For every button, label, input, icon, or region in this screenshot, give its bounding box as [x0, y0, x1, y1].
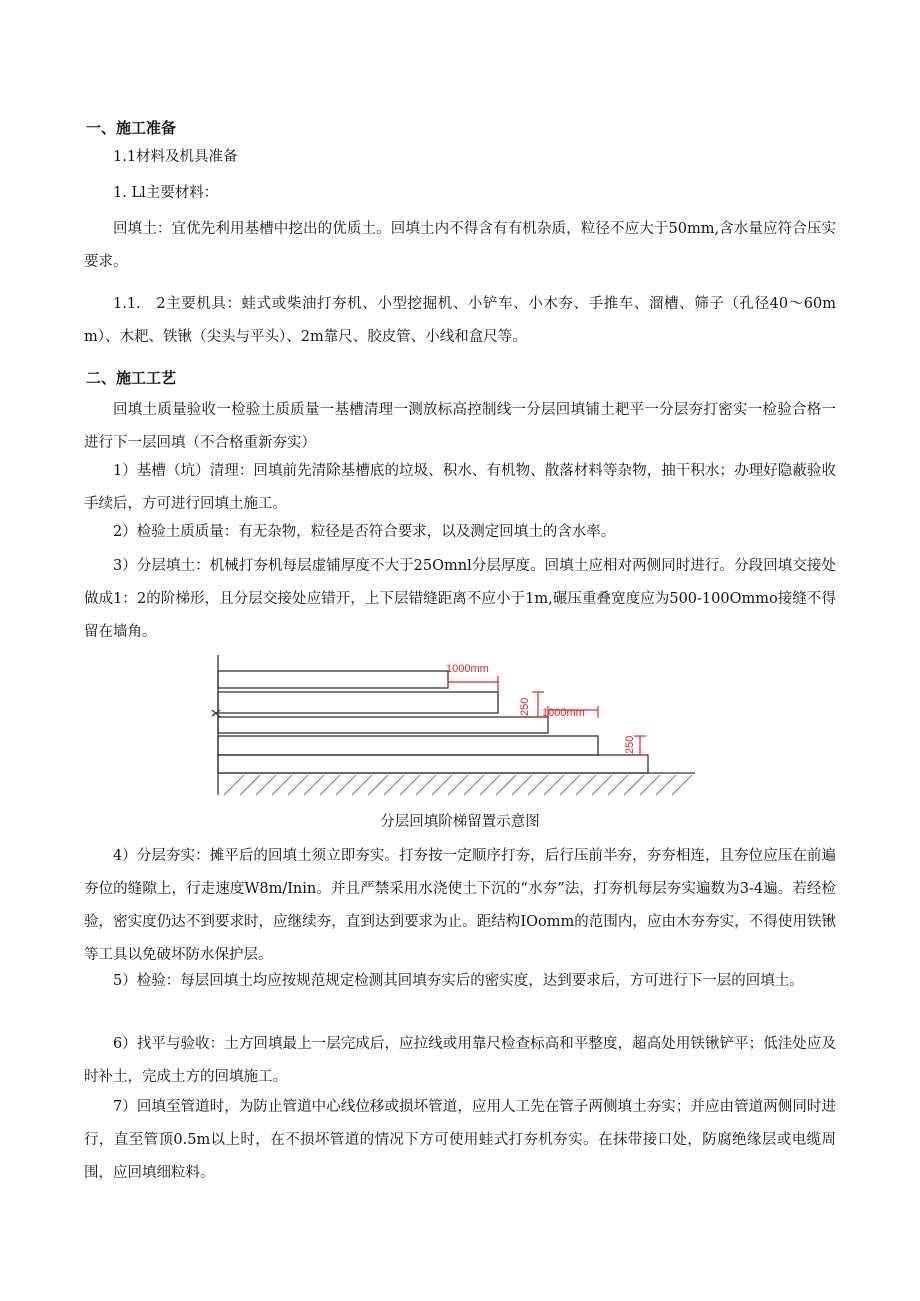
dim-label-width-1: 1000mm: [446, 663, 489, 675]
paragraph-step-1: 1）基槽（坑）清理：回填前先清除基槽底的垃圾、积水、有机物、散落材料等杂物，抽干积水；办理好隐蔽验收手续后，方可进行回填土施工。: [84, 463, 836, 512]
paragraph-step-5: 5）检验：每层回填土均应按规范规定检测其回填夯实后的密实度，达到要求后，方可进行下一层的回填土。: [113, 973, 804, 989]
layer-2: [218, 692, 498, 713]
layer-1: [218, 671, 448, 688]
paragraph-step-6: 6）找平与验收：土方回填最上一层完成后，应拉线或用靠尺检查标高和平整度，超高处用铁锹铲平；低洼处应及时补土，完成土方的回填施工。: [84, 1036, 836, 1085]
paragraph-main-materials: 1. Ll主要材料：: [113, 185, 219, 201]
paragraph-step-7: 7）回填至管道时，为防止管道中心线位移或损坏管道，应用人工先在管子两侧填土夯实；并应由管道两侧同时进行，直至管顶0.5m以上时，在不损坏管道的情况下方可使用蛙式打夯机夯实。在抹带接口处，防腐绝缘层或电缆周围，应回填细粒料。: [84, 1099, 836, 1181]
ground-hatching: [224, 775, 692, 795]
paragraph-step-3: 3）分层填土：机械打夯机每层虚铺厚度不大于25Omnl分层厚度。回填土应相对两侧同时进行。分段回填交接处做成1：2的阶梯形，且分层交接处应错开，上下层错缝距离不应小于1m,碾压重叠宽度应为500-100Ommo接缝不得留在墙角。: [84, 558, 836, 640]
layer-4: [218, 736, 598, 755]
dim-label-width-2: 1000mm: [542, 707, 585, 719]
paragraph-step-2: 2）检验土质质量：有无杂物，粒径是否符合要求，以及测定回填土的含水率。: [113, 524, 616, 540]
layer-5: [218, 755, 648, 773]
dim-label-height-2: 250: [624, 735, 636, 754]
paragraph-materials-tools: 1.1材料及机具准备: [113, 149, 238, 165]
paragraph-main-tools: 1.1. 2主要机具：蛙式或柴油打夯机、小型挖掘机、小铲车、小木夯、手推车、溜槽、筛子（孔径40～60mm）、木耙、铁锹（尖头与平头）、2m靠尺、胶皮管、小线和盒尺等。: [84, 296, 836, 345]
section-heading-process: 二、施工工艺: [86, 369, 177, 387]
dim-label-height-1: 250: [519, 697, 531, 716]
stepped-backfill-diagram: [210, 650, 700, 800]
paragraph-process-flow: 回填土质量验收一检验土质质量一基槽清理一测放标高控制线一分层回填铺土耙平一分层夯打密实一检验合格一进行下一层回填（不合格重新夯实）: [84, 402, 836, 451]
paragraph-backfill-soil: 回填土：宜优先利用基槽中挖出的优质土。回填土内不得含有有机杂质，粒径不应大于50mm,含水量应符合压实要求。: [84, 221, 836, 270]
layer-3: [218, 717, 548, 733]
figure-caption: 分层回填阶梯留置示意图: [380, 814, 540, 830]
section-heading-preparation: 一、施工准备: [86, 119, 177, 137]
paragraph-step-4: 4）分层夯实：摊平后的回填土须立即夯实。打夯按一定顺序打夯，后行压前半夯，夯夯相连，且夯位应压在前遍夯位的缝隙上，行走速度W8m/Inin。并且严禁采用水浇使土下沉的“水夯”法，打夯机每层夯实遍数为3-4遍。若经检验，密实度仍达不到要求时，应继续夯，直到达到要求为止。距结构IOomm的范围内，应由木夯夯实，不得使用铁锹等工具以免破坏防水保护层。: [84, 848, 836, 963]
